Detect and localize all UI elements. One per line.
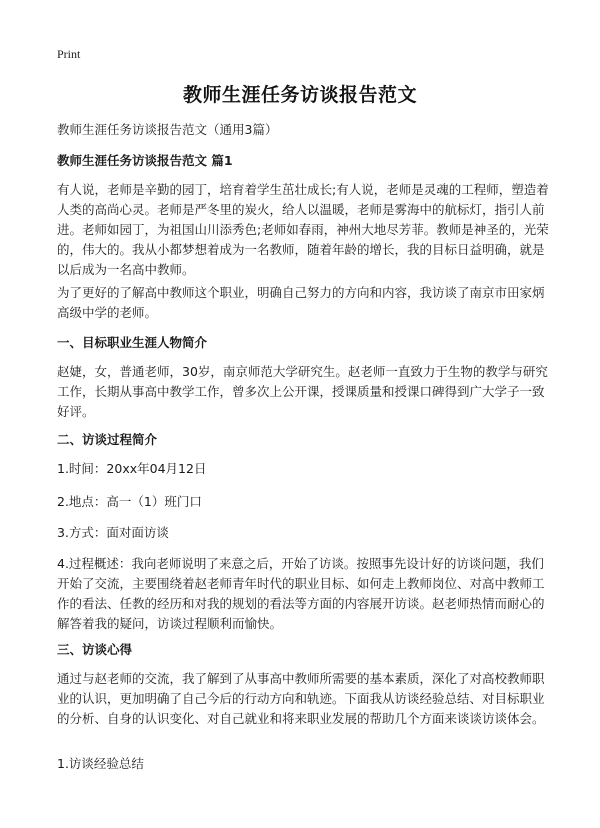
paragraph-profile: 赵婕，女，普通老师，30岁，南京师范大学研究生。赵老师一直致力于生物的教学与研究工作，长期从事高中教学工作，曾多次上公开课，授课质量和授课口碑得到广大学子一致好评。 [57, 364, 548, 419]
section-heading-profile: 一、目标职业生涯人物简介 [57, 335, 208, 350]
process-item-overview: 4.过程概述：我向老师说明了来意之后，开始了访谈。按照事先设计好的访谈问题，我们开始了交流，主要围绕着赵老师青年时代的职业目标、如何走上教师岗位、对高中教师工作的看法、任教的经历和对我的规划的看法等方面的内容展开访谈。赵老师热情而耐心的解答着我的疑问，访谈过程顺利而愉快。 [57, 556, 545, 631]
reflection-item-summary: 1.访谈经验总结 [57, 756, 144, 771]
section-heading-reflection: 三、访谈心得 [57, 642, 133, 657]
print-link[interactable]: Print [57, 47, 81, 61]
process-item-method: 3.方式：面对面访谈 [57, 525, 169, 540]
article-heading: 教师生涯任务访谈报告范文 篇1 [57, 153, 233, 168]
paragraph-reflection: 通过与赵老师的交流，我了解到了从事高中教师所需要的基本素质，深化了对高校教师职业的认识，更加明确了自己今后的行动方向和轨迹。下面我从访谈经验总结、对目标职业的分析、自身的认识变化、对自己就业和将来职业发展的帮助几个方面来谈谈访谈体会。 [57, 671, 545, 726]
document-title: 教师生涯任务访谈报告范文 [182, 84, 417, 106]
process-item-location: 2.地点：高一（1）班门口 [57, 494, 202, 509]
paragraph-intro: 有人说，老师是辛勤的园丁，培育着学生茁壮成长;有人说，老师是灵魂的工程师，塑造着人类的高尚心灵。老师是严冬里的炭火，给人以温暖，老师是雾海中的航标灯，指引人前进。老师如园丁，为祖国山川添秀色;老师如春雨，神州大地尽芳菲。教师是神圣的，光荣的，伟大的。我从小都梦想着成为一名教师，随着年龄的增长，我的目标日益明确，就是以后成为一名高中教师。 [57, 182, 549, 277]
section-heading-process: 二、访谈过程简介 [57, 432, 158, 447]
process-item-time: 1.时间：20xx年04月12日 [57, 461, 207, 476]
document-subtitle: 教师生涯任务访谈报告范文（通用3篇） [57, 122, 278, 137]
paragraph-purpose: 为了更好的了解高中教师这个职业，明确自己努力的方向和内容，我访谈了南京市田家炳高级中学的老师。 [57, 285, 545, 320]
